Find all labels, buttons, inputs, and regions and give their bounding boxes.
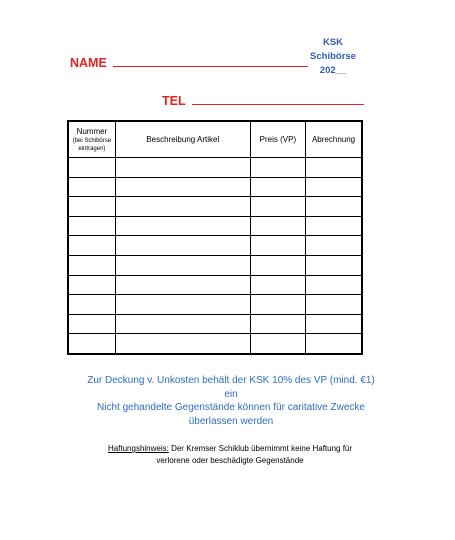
org-name: KSK <box>322 37 344 48</box>
name-fill-line[interactable] <box>113 56 308 67</box>
column-header-price: Preis (VP) <box>250 121 305 158</box>
table-row <box>68 216 362 236</box>
cell-number[interactable] <box>68 295 115 315</box>
table-row <box>68 275 362 295</box>
cell-description[interactable] <box>115 334 250 354</box>
cell-price[interactable] <box>250 236 305 256</box>
cell-price[interactable] <box>250 197 305 217</box>
table-row <box>68 255 362 275</box>
event-header <box>305 36 361 78</box>
cell-price[interactable] <box>250 275 305 295</box>
cell-price[interactable] <box>250 255 305 275</box>
cell-settlement[interactable] <box>306 216 362 236</box>
cell-number[interactable] <box>68 255 115 275</box>
column-header-description: Beschreibung Artikel <box>115 121 250 158</box>
cell-description[interactable] <box>115 255 250 275</box>
cell-price[interactable] <box>250 177 305 197</box>
column-header-number <box>68 121 115 158</box>
cell-description[interactable] <box>115 158 250 178</box>
number-header-note-1: (bei Schibörse <box>72 137 112 144</box>
cell-number[interactable] <box>68 314 115 334</box>
table-row <box>68 158 362 178</box>
cell-price[interactable] <box>250 334 305 354</box>
tel-field-row <box>162 94 364 108</box>
table-row <box>68 177 362 197</box>
cell-settlement[interactable] <box>306 158 362 178</box>
fee-note-line-4: überlassen werden <box>188 415 274 427</box>
cell-number[interactable] <box>68 275 115 295</box>
liability-disclaimer <box>60 443 400 466</box>
table-header-row <box>68 121 362 158</box>
cell-settlement[interactable] <box>306 314 362 334</box>
cell-description[interactable] <box>115 236 250 256</box>
fee-notes <box>50 374 412 428</box>
fee-note-line-2: ein <box>224 388 238 400</box>
disclaimer-label: Haftungshinweis: <box>107 444 169 453</box>
cell-price[interactable] <box>250 216 305 236</box>
cell-settlement[interactable] <box>306 334 362 354</box>
cell-settlement[interactable] <box>306 177 362 197</box>
cell-number[interactable] <box>68 177 115 197</box>
cell-number[interactable] <box>68 236 115 256</box>
disclaimer-line-2: verlorene oder beschädigte Gegenstände <box>156 455 304 465</box>
cell-settlement[interactable] <box>306 236 362 256</box>
cell-description[interactable] <box>115 275 250 295</box>
cell-description[interactable] <box>115 314 250 334</box>
column-header-settlement: Abrechnung <box>306 121 362 158</box>
cell-settlement[interactable] <box>306 255 362 275</box>
cell-price[interactable] <box>250 158 305 178</box>
cell-price[interactable] <box>250 314 305 334</box>
table-row <box>68 236 362 256</box>
tel-label: TEL <box>162 94 186 108</box>
disclaimer-line-1 <box>60 443 400 455</box>
number-header-note-2: eintragen) <box>78 145 106 152</box>
cell-settlement[interactable] <box>306 295 362 315</box>
cell-number[interactable] <box>68 197 115 217</box>
name-field-row <box>70 56 308 70</box>
table-row <box>68 314 362 334</box>
event-name: Schibörse <box>310 51 356 62</box>
cell-number[interactable] <box>68 158 115 178</box>
table-row <box>68 197 362 217</box>
number-header-label: Nummer <box>76 126 108 136</box>
table-row <box>68 334 362 354</box>
cell-description[interactable] <box>115 295 250 315</box>
name-label: NAME <box>70 56 107 70</box>
fee-note-line-1: Zur Deckung v. Unkosten behält der KSK 10% des VP (mind. €1) <box>87 375 375 386</box>
fee-note-line-3: Nicht gehandelte Gegenstände können für caritative Zwecke <box>97 402 365 413</box>
cell-settlement[interactable] <box>306 275 362 295</box>
table-body <box>68 158 362 354</box>
table-row <box>68 295 362 315</box>
cell-number[interactable] <box>68 334 115 354</box>
event-year: 202__ <box>319 65 347 76</box>
cell-description[interactable] <box>115 177 250 197</box>
items-table <box>67 120 363 355</box>
disclaimer-text: Der Kremser Schiklub übernimmt keine Haftung für <box>168 444 353 453</box>
cell-description[interactable] <box>115 216 250 236</box>
cell-number[interactable] <box>68 216 115 236</box>
cell-description[interactable] <box>115 197 250 217</box>
cell-settlement[interactable] <box>306 197 362 217</box>
tel-fill-line[interactable] <box>192 94 364 105</box>
cell-price[interactable] <box>250 295 305 315</box>
